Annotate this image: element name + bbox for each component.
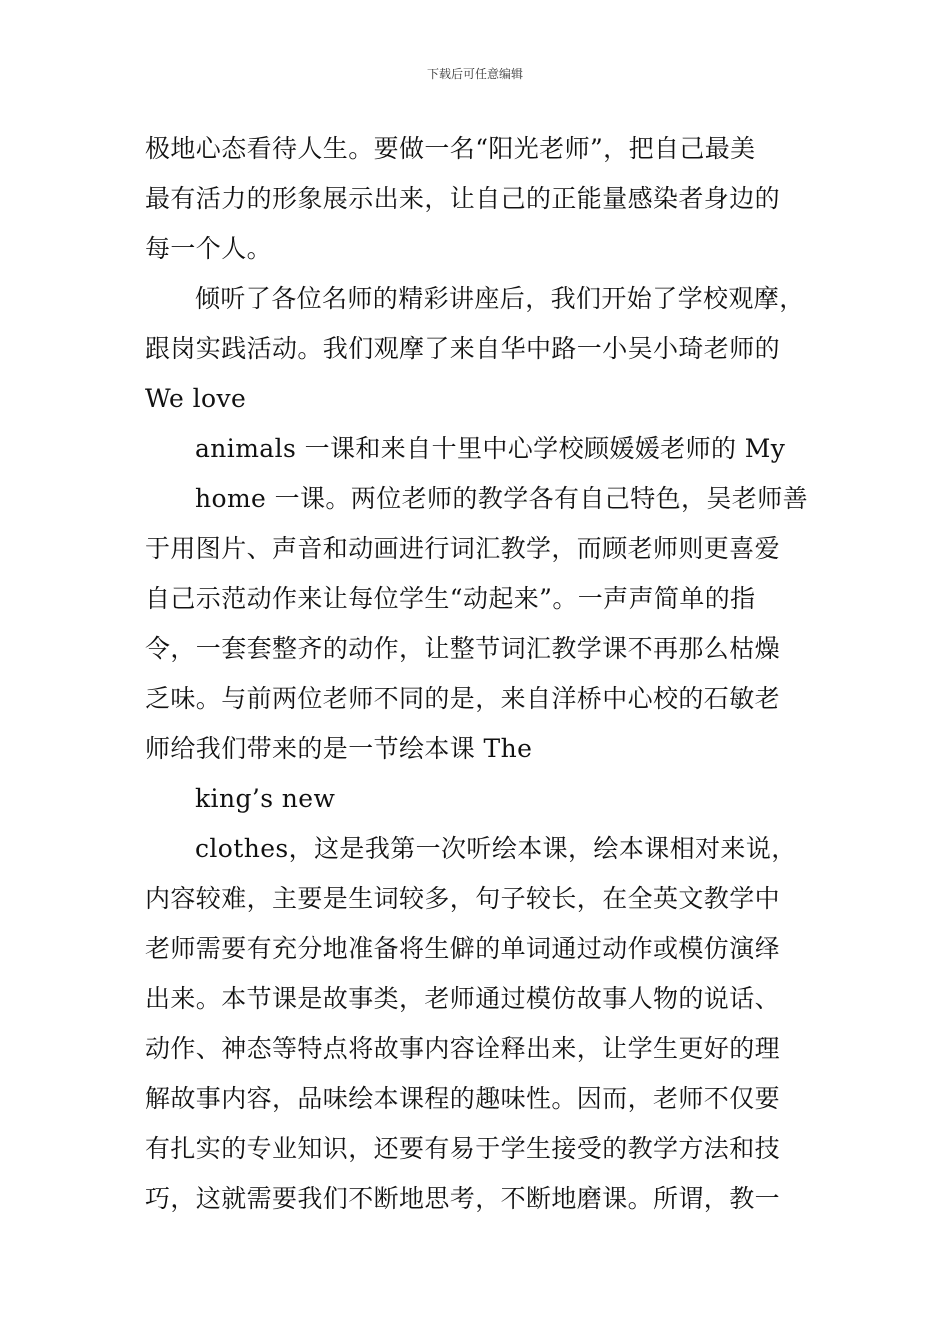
text-line: clothes，这是我第一次听绘本课，绘本课相对来说， — [195, 834, 797, 863]
text-line: 跟岗实践活动。我们观摩了来自华中路一小吴小琦老师的 — [145, 334, 781, 363]
text-line: 师给我们带来的是一节绘本课 The — [145, 734, 533, 763]
text-line: 每一个人。 — [145, 234, 273, 263]
text-line: 有扎实的专业知识，还要有易于学生接受的教学方法和技 — [145, 1134, 781, 1163]
paragraph-start-line: 倾听了各位名师的精彩讲座后，我们开始了学校观摩， — [195, 284, 805, 313]
text-line: 动作、神态等特点将故事内容诠释出来，让学生更好的理 — [145, 1034, 781, 1063]
text-line: king’s new — [195, 784, 336, 813]
page-header-caption: 下载后可任意编辑 — [426, 67, 523, 81]
text-line: animals 一课和来自十里中心学校顾媛媛老师的 My — [195, 434, 786, 463]
text-line: 巧，这就需要我们不断地思考，不断地磨课。所谓，教一 — [145, 1184, 781, 1213]
text-line: 自己示范动作来让每位学生“动起来”。一声声简单的指 — [145, 584, 756, 613]
text-line: 极地心态看待人生。要做一名“阳光老师”，把自己最美 — [145, 134, 756, 163]
text-line: 解故事内容，品味绘本课程的趣味性。因而，老师不仅要 — [145, 1084, 781, 1113]
text-line: 乏味。与前两位老师不同的是，来自洋桥中心校的石敏老 — [145, 684, 781, 713]
text-line: 令，一套套整齐的动作，让整节词汇教学课不再那么枯燥 — [145, 634, 781, 663]
text-line: 出来。本节课是故事类，老师通过模仿故事人物的说话、 — [145, 984, 781, 1013]
text-line: home 一课。两位老师的教学各有自己特色，吴老师善 — [195, 484, 809, 513]
text-line: 于用图片、声音和动画进行词汇教学，而顾老师则更喜爱 — [145, 534, 781, 563]
text-line: 内容较难，主要是生词较多，句子较长，在全英文教学中 — [145, 884, 781, 913]
text-line: 老师需要有充分地准备将生僻的单词通过动作或模仿演绎 — [145, 934, 781, 963]
text-line: We love — [145, 384, 247, 413]
text-line: 最有活力的形象展示出来，让自己的正能量感染者身边的 — [145, 184, 781, 213]
document-body — [145, 124, 809, 1224]
